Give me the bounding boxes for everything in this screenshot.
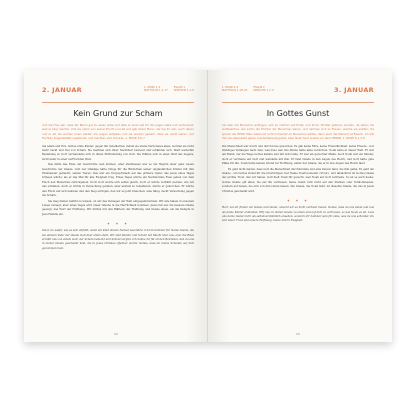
- reading-references: [144, 86, 194, 93]
- body-paragraph: Sie mag bisher Gefühl zu wissen, ob wir das Versagen der Welt entgegenbrachten. Wir alle haben in unserem Leben versagt, aber eines Tages wird unser Glaube in die Herrlichkeit kommen. Jesus hat uns die bessere Gnade gezeigt, das Wort der Hoffnung. Wir dürfen mit den Blättern der Hoffnung und Gnade leben, als die Kampfe in Jesu Familie ein.: [42, 199, 194, 216]
- reading-ref: MATTHÄUS 1,1–17: [144, 89, 168, 93]
- devotion-body: [42, 145, 194, 218]
- reading-ref: 1. MOSE 4–5: [222, 86, 239, 89]
- left-page: [24, 70, 208, 342]
- prayer-text: Vater, du weißt, wie es sich anfühlt, wenn ein Kind deinen Namen beschämt. Ich bin dankbar für meine Gnade, die bei deinem Vater der Gnade Gott über allem steht. Wir sind Sünder und Scham hat Macht über uns, aber die Bibel erzählt uns von einem Gott, der Scham bedeckt und Schuld vergibt. Ich danke dir für all den Reichtum, den du uns in deiner Gnade geschenkt hast, die in Jesus Christus offenbar wurde. Danke, dass du meine Schande auf dich genommen hast.: [42, 229, 194, 250]
- body-paragraph: Als Adam und Eva, Gottes erste Kinder, gegen ihn rebellierten, indem sie etwas Verbotenes aßen, wurden sie nicht mehr nackt und frei von Scham. Sie merkten sich ihrer Nacktheit bewusst und schämten sich. Statt weiterhin Beziehung zu Gott verwandelte sich in ihnen Entfremdung von Gott. Sie fühlten sich in einer Welt des Segens, nicht mehr in einer verFluchten Welt.: [42, 144, 194, 161]
- body-paragraph: Es geht nicht darum, dass Gott die Menschheit durchforstete und eine Person fand, die ihm gefiel. Es geht um Gnade – um Gottes Gunst für die Unwürdigen. Der Name Noah bedeutet »Trost«, und tatsächlich ist Gottes Gnade der größte Trost, den wir haben. Gott hielt Noah für gerecht, weil Noah auf Gott vertraute. So ist es auch heute: Gottes Gnade gilt allen, die auf ihn vertrauen. Seine Gunst ruht nicht auf den Starken oder Vollkommenen, sondern auf denen, die sich von ihm retten lassen. Die Gnade, die Noah fand, ist dieselbe Gnade, die uns in Jesus Christus geschenkt wird.: [222, 167, 374, 193]
- date-label: 2. JANUAR: [42, 86, 82, 94]
- reading-references: [222, 86, 274, 93]
- reading-ref: 1. MOSE 1–3: [144, 86, 161, 89]
- reading-ref: PSALM 2: [253, 86, 265, 89]
- open-book: [24, 70, 392, 342]
- reading-ref: SPRÜCHE 1,1–6: [173, 89, 194, 93]
- section-separator: ✦ ✦ ✦: [106, 221, 130, 227]
- reading-ref: MATTHÄUS 1,18–25: [222, 89, 248, 93]
- scripture-quote: Und die Frau sah, dass der Baum gut zu essen wäre und dass er eine Lust für die Augen wäre und verlockend, weil er klug machte. Und sie nahm von seiner Frucht und aß und gab ihrem Mann, der bei ihr war, auch davon und er aß. Da wurden ihnen beiden die Augen aufgetan und sie wurden gewahr, dass sie nackt waren, und flochten Feigenblätter zusammen und machten sich Schurze. 1. MOSE 3,6–7: [42, 123, 194, 141]
- section-separator: ✦ ✦ ✦: [286, 198, 310, 204]
- reading-refs-col1: [222, 86, 247, 93]
- reading-refs-col1: [144, 86, 168, 93]
- scripture-quote: Als aber die Menschen anfingen, sich zu mehren auf Erden und ihnen Töchter geboren wurden, da sahen die Gottessöhne, wie schön die Töchter der Menschen waren, und nahmen sich zu Frauen, welche sie wollten. Da sprach der HERR: Mein Geist soll nicht immerdar im Menschen walten, denn auch der Mensch ist Fleisch. Ich will ihm als Lebenszeit geben hundertzwanzig Jahre. Aber Noah fand Gnade vor dem HERRN. 1. MOSE 6,1–3.8: [222, 123, 374, 141]
- date-label: 3. JANUAR: [334, 86, 374, 94]
- page-header: [42, 86, 194, 103]
- body-paragraph: Die Menschheit war durch und durch böse geworden. Es gab keine Ehre, keine Freundlichkeit, keine Freude – nur ständiges Verlangen nach dem, was böse war. Die Sünde hatte alles verdorben. Noah lebte in dieser Welt. Er war ein Mann, der die Wege Gottes kannte und mit Gott lebte. Er war ein gerechter Mann. Auch Noah war ein Sünder, doch er vertraute auf Gott und wandelte mit ihm. Er fand Gnade in den Augen des Herrn, und Gott hatte gute Pläne für ihn. Noah hatte keinen Grund zur Hoffnung, außer der Gnade, die er in den Augen des Herrn fand.: [222, 144, 374, 166]
- page-header: [222, 86, 374, 103]
- page-number: 13: [296, 332, 300, 336]
- devotion-title: Kein Grund zur Scham: [73, 109, 163, 118]
- devotion-title: In Gottes Gunst: [266, 109, 330, 118]
- body-paragraph: Das hätte das Ende der Geschichte sein können. Aber stattdessen war es der Beginn einer ganz neuen Geschichte der Gnade. Gott der Gnädige hatte Dinge für die Bibliothek seiner unglaublichen Kinder mit ihm füreinander gemacht, seinen Tieren. Das war ein Vorgeschmack auf das größere Opfer, das Jesus eines Tages bringen würde: als er das Mal für alle Ewigkeit trug. Eines Tages würde ein Nachkomme Evas gehen von dem Fluch den Menschen zurückgeben. Doch Gott wurde sich selbst gleich, doch er würde verhüllt werden, wie wir uns schämen. Auch er würde in Versuchung geraten, aber anstatt zu rebellieren, würde er gehorchen. Er würde den Fluch auf sich nehmen und den Sieg erringen, den wir es jetzt brauchen: eine Säug. deckt Versuchung gegen die Scham.: [42, 163, 194, 198]
- page-number: 12: [114, 332, 118, 336]
- reading-ref: PSALM 1: [173, 86, 185, 89]
- reading-ref: SPRÜCHE 1,7–9: [253, 89, 274, 93]
- prayer-text: Herr, bei dir finden wir Gnade und Gunst, obwohl wir es nicht verdient haben. Danke, dass du uns liebst und uns als deine Kinder annimmst. Hilf uns, in deiner Gnade zu leben und auf dich zu vertrauen, so wie Noah es tat. Lass uns deine Gunst nicht als selbstverständlich ansehen, sondern dir dankbar sein für alles, was du uns schenkst. Du bist unser Trost und unsere Hoffnung, heute und in Ewigkeit.: [222, 206, 374, 223]
- right-page: [208, 70, 392, 342]
- reading-refs-col2: [253, 86, 273, 93]
- devotion-body: [222, 145, 374, 194]
- reading-refs-col2: [174, 86, 194, 93]
